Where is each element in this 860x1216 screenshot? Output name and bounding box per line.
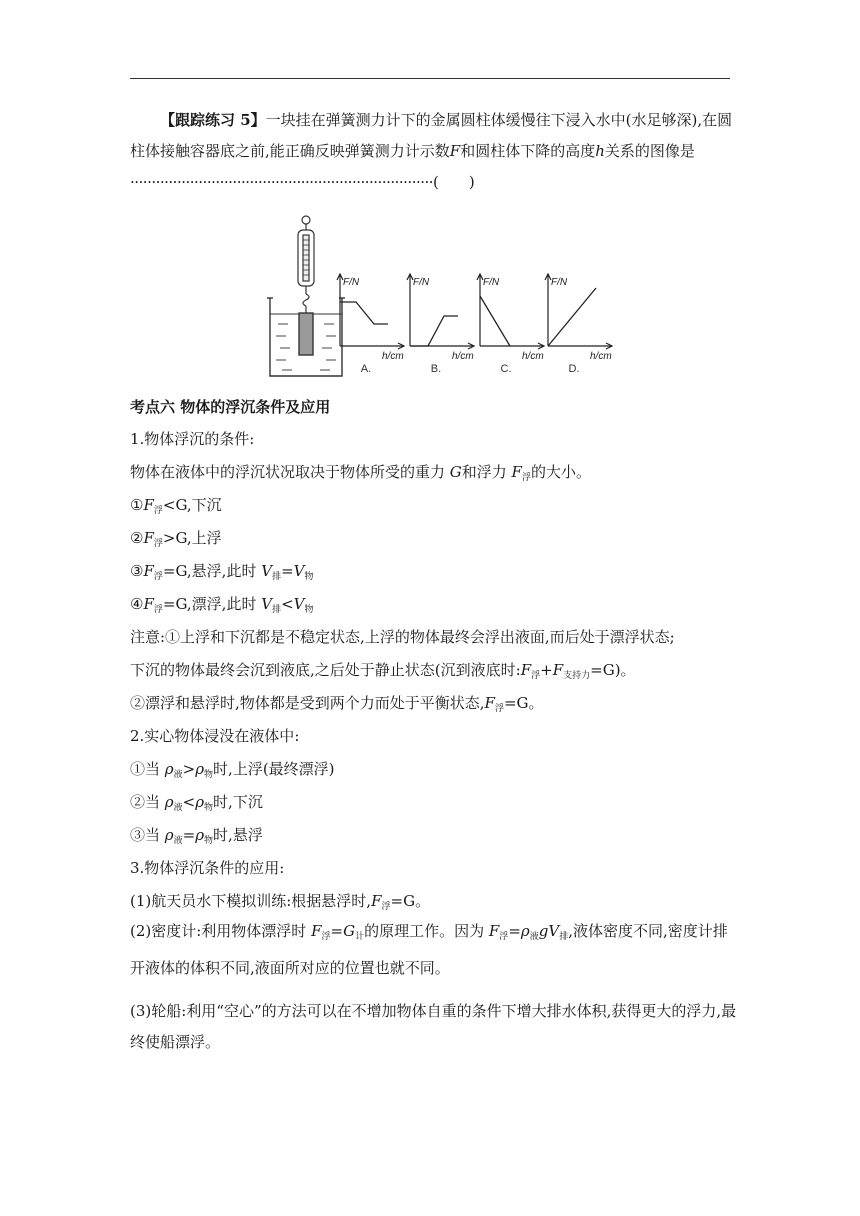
density-rule-3: ③当 $\rho_液=\rho_物$时,悬浮 [130,826,263,846]
application-1: (1)航天员水下模拟训练:根据悬浮时$,F_浮=G$。 [130,892,431,912]
density-rule-2: ②当 $\rho_液<\rho_物$时,下沉 [130,793,263,813]
spring-scale [298,216,314,313]
answer-blank: ( ) [433,173,475,191]
practice-text: 关系的图像是 [604,142,695,160]
graph-y-label: F/N [551,277,568,288]
condition-4: $④F_浮=G$,漂浮,此时 $V_排<V_物$ [130,595,314,615]
graph-curve [410,316,458,346]
practice-text: 一块挂在弹簧测力计下的金属圆柱体缓慢往下浸入水中(水足够深),在圆柱体接触容器底之前,能正确反映弹簧测力计示数 [130,111,733,160]
practice-label: 【跟踪练习 5】 [160,111,266,129]
graph-option-label: B. [430,363,442,375]
paragraph-1: 物体在液体中的浮沉状况取决于物体所受的重力 G和浮力 $F_浮$的大小。 [130,463,591,483]
var-f: F [449,142,461,160]
note-line-2: 下沉的物体最终会沉到液底,之后处于静止状态(沉到液底时$:F_浮+F_{支持力}=G$)。 [130,661,636,681]
figure-svg [262,210,622,382]
header-rule [130,78,730,79]
practice-text: 和圆柱体下降的高度 [460,142,596,160]
graph-y-label: F/N [483,277,500,288]
condition-2: $②F_浮>G$,上浮 [130,529,222,549]
graph-option-label: C. [500,363,512,375]
graph-y-label: F/N [413,277,430,288]
section-title: 考点六 物体的浮沉条件及应用 [130,398,331,416]
condition-3: $③F_浮=G$,悬浮,此时 $V_排=V_物$ [130,562,314,582]
graph-curve [340,302,388,324]
application-2: (2)密度计:利用物体漂浮时 $F_浮=G_计$的原理工作。因为 $F_浮=\rho_液gV_排$,液体密度不同,密度计排开液体的体积不同,液面所对应的位置也就不同。 [130,922,728,977]
application-3: (3)轮船:利用“空心”的方法可以在不增加物体自重的条件下增大排水体积,获得更大的浮力,最终使船漂浮。 [130,1002,737,1051]
var-h: h [595,142,605,160]
graph-option-label: D. [568,363,580,375]
graph-curve [480,296,510,346]
graph-y-label: F/N [343,277,360,288]
graph-x-label: h/cm [522,351,544,362]
graph-x-label: h/cm [452,351,474,362]
density-rule-1: ①当 $\rho_液>\rho_物$时,上浮(最终漂浮) [130,760,335,780]
practice-question [130,105,740,198]
graph-x-label: h/cm [590,351,612,362]
graph-curve [548,288,596,346]
heading-1: 1.物体浮沉的条件: [130,430,255,448]
heading-2: 2.实心物体浸没在液体中: [130,727,300,745]
graph-x-label: h/cm [382,351,404,362]
heading-3: 3.物体浮沉条件的应用: [130,859,285,877]
note-line-3: ②漂浮和悬浮时,物体都是受到两个力而处于平衡状态$,F_浮=G$。 [130,694,544,714]
note-line-1: 注意:①上浮和下沉都是不稳定状态,上浮的物体最终会浮出液面,而后处于漂浮状态; [130,628,675,646]
graph-option-label: A. [360,363,372,375]
leader-dots: ······································································· [130,173,434,191]
condition-1: $①F_浮<G$,下沉 [130,496,222,516]
graphs-group [337,274,612,375]
question-figure [262,210,622,386]
